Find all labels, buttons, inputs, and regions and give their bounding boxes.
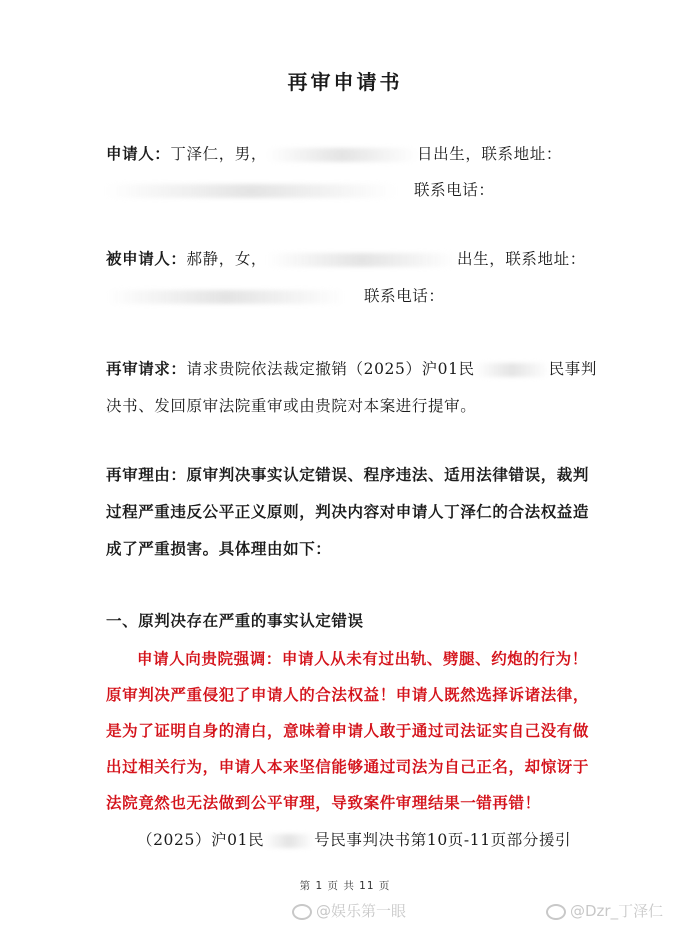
request-line-2: 决书、发回原审法院重审或由贵院对本案进行提审。 xyxy=(106,397,477,415)
respondent-label: 被申请人： xyxy=(106,250,187,268)
respondent-text1: 郝静，女， xyxy=(186,250,268,268)
applicant-label: 申请人： xyxy=(106,145,171,163)
redacted-block xyxy=(267,253,457,267)
red-line-2: 原审判决严重侵犯了申请人的合法权益！申请人既然选择诉诸法律， xyxy=(106,685,590,704)
weibo-icon xyxy=(546,904,566,920)
respondent-text2: 出生，联系地址： xyxy=(457,250,586,268)
redacted-block xyxy=(264,834,314,848)
redacted-block xyxy=(106,184,396,198)
request-text-b: 民事判 xyxy=(548,360,597,378)
applicant-phone-label: 联系电话： xyxy=(414,181,495,199)
judgment-ref-a: （2025）沪01民 xyxy=(137,831,265,849)
watermark-right xyxy=(546,900,663,921)
applicant-text2: 日出生，联系地址： xyxy=(417,145,562,163)
respondent-line-2 xyxy=(106,284,445,306)
section-heading: 一、原判决存在严重的事实认定错误 xyxy=(106,612,364,630)
red-line-5: 法院竟然也无法做到公平审理，导致案件审理结果一错再错！ xyxy=(106,793,541,812)
red-line-1: 申请人向贵院强调：申请人从未有过出轨、劈腿、约炮的行为！ xyxy=(137,649,588,668)
request-line-1 xyxy=(106,357,597,379)
judgment-ref-b: 号民事判决书第10页-11页部分援引 xyxy=(314,831,572,849)
watermark-right-text: @Dzr_丁泽仁 xyxy=(570,902,664,920)
red-line-4: 出过相关行为，申请人本来坚信能够通过司法为自己正名，却惊讶于 xyxy=(106,757,590,776)
reason-line-3: 成了严重损害。具体理由如下： xyxy=(106,540,332,558)
judgment-reference-line xyxy=(137,828,571,850)
weibo-icon xyxy=(292,904,312,920)
respondent-line xyxy=(106,247,586,269)
red-line-3: 是为了证明自身的清白，意味着申请人敢于通过司法证实自己没有做 xyxy=(106,721,590,740)
document-title: 再审申请书 xyxy=(287,70,403,94)
request-label: 再审请求： xyxy=(106,360,187,378)
reason-line-2: 过程严重违反公平正义原则，判决内容对申请人丁泽仁的合法权益造 xyxy=(106,503,590,521)
applicant-line-2 xyxy=(106,178,495,200)
redacted-block xyxy=(475,363,549,377)
redacted-block xyxy=(106,290,346,304)
respondent-phone-label: 联系电话： xyxy=(364,287,445,305)
watermark-left xyxy=(292,900,406,921)
redacted-block xyxy=(267,148,417,162)
applicant-text1: 丁泽仁，男， xyxy=(170,145,268,163)
reason-line-1: 再审理由：原审判决事实认定错误、程序违法、适用法律错误，裁判 xyxy=(106,466,590,484)
watermark-left-text: @娱乐第一眼 xyxy=(316,902,407,920)
request-text-a: 请求贵院依法裁定撤销（2025）沪01民 xyxy=(186,360,475,378)
page-number: 第 1 页 共 11 页 xyxy=(299,880,391,892)
applicant-line xyxy=(106,142,562,164)
